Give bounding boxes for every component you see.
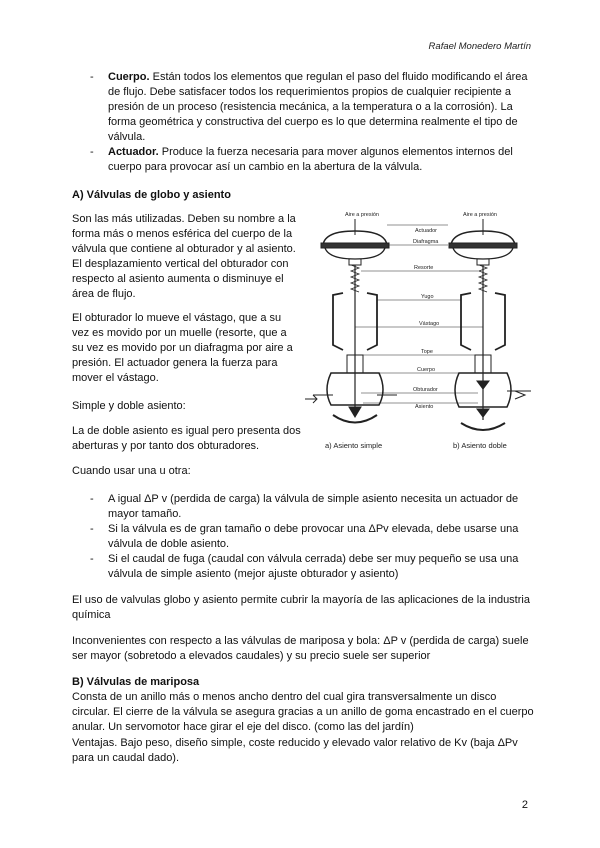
text-actuador: Produce la fuerza necesaria para mover algunos elementos internos del cuerpo para provocar así un cambio en la abertura de la válvula. <box>108 146 513 173</box>
usage-item-1: - A igual ΔP v (perdida de carga) la válvula de simple asiento necesita un actuador de mayor tamaño. <box>90 492 530 522</box>
term-cuerpo: Cuerpo. <box>108 71 150 83</box>
diagram-labels <box>355 225 483 410</box>
section-b-paragraph-1: Consta de un anillo más o menos ancho dentro del cual gira transversalmente un disco circular. El cierre de la válvula se asegura gracias a un anillo de goma encastrado en el cuerpo anular. Un servomotor hace girar el eje del disco. (como las del jardín) <box>72 691 534 733</box>
label-tope: Tope <box>421 349 433 355</box>
section-a-paragraph-6: El uso de valvulas globo y asiento permite cubrir la mayoría de las aplicaciones de la industria química <box>72 594 530 621</box>
list-item-cuerpo <box>90 70 530 145</box>
section-a-paragraph-7: Inconvenientes con respecto a las válvulas de mariposa y bola: ΔP v (perdida de carga) suele ser mayor (sobretodo a elevados caudales) y su precio suele ser superior <box>72 635 529 662</box>
label-asiento: Asiento <box>415 404 434 410</box>
air-label-right: Aire a presión <box>463 212 497 218</box>
label-cuerpo: Cuerpo <box>417 367 436 373</box>
section-a-title: A) Válvulas de globo y asiento <box>72 189 231 201</box>
label-yugo: Yugo <box>421 294 434 300</box>
page-number: 2 <box>521 799 528 811</box>
label-diafragma: Diafragma <box>413 239 439 245</box>
section-a-paragraph-5: Cuando usar una u otra: <box>72 465 191 477</box>
usage-list <box>90 492 530 582</box>
text-cuerpo: Están todos los elementos que regulan el paso del fluido modificando el área de flujo. Debe satisfacer todos los requerimientos propios de cualquier recipiente a presión de un proceso (resistencia mecánica, a la temperatura o a la corrosión). La forma geométrica y constructiva del cuerpo es lo que determina realmente el tipo de válvula. <box>108 71 528 143</box>
usage-item-2: - Si la válvula es de gran tamaño o debe provocar una ΔPv elevada, debe usarse una válvula de doble asiento. <box>90 522 530 552</box>
section-b-title: B) Válvulas de mariposa <box>72 676 200 688</box>
caption-double-seat: b) Asiento doble <box>453 441 507 450</box>
section-b-paragraph-2: Ventajas. Bajo peso, diseño simple, coste reducido y elevado valor relativo de Kv (baja ΔPv para un caudal dado). <box>72 737 518 764</box>
section-a-paragraph-4: La de doble asiento es igual pero presenta dos aberturas y por tanto dos obturadores. <box>72 425 301 452</box>
intro-list <box>90 70 530 175</box>
caption-single-seat: a) Asiento simple <box>325 441 383 450</box>
label-obturador: Obturador <box>413 387 438 393</box>
globe-valve-diagram <box>303 205 536 457</box>
label-vastago: Vástago <box>419 321 440 327</box>
double-seat-valve <box>449 212 531 430</box>
label-resorte: Resorte <box>414 265 434 271</box>
air-label-left: Aire a presión <box>345 212 379 218</box>
usage-item-3: - Si el caudal de fuga (caudal con válvula cerrada) debe ser muy pequeño se usa una válvula de simple asiento (mejor ajuste obturador y asiento) <box>90 552 530 582</box>
section-a-paragraph-2: El obturador lo mueve el vástago, que a su vez es movido por un muelle (resorte, que a su vez es movido por un diafragma por aire a presión. El actuador genera la fuerza para mover el vástago. <box>72 312 293 384</box>
page-header-author: Rafael Monedero Martín <box>428 41 531 52</box>
label-actuador: Actuador <box>415 228 438 234</box>
single-seat-valve <box>305 212 397 423</box>
term-actuador: Actuador. <box>108 146 159 158</box>
list-item-actuador <box>90 145 530 175</box>
section-a-paragraph-1: Son las más utilizadas. Deben su nombre a la forma más o menos esférica del cuerpo de la válvula que contiene al obturador y al asiento. El desplazamiento vertical del obturador con respecto al asiento aumenta o disminuye el área de flujo. <box>72 213 296 300</box>
section-a-paragraph-3: Simple y doble asiento: <box>72 400 186 412</box>
